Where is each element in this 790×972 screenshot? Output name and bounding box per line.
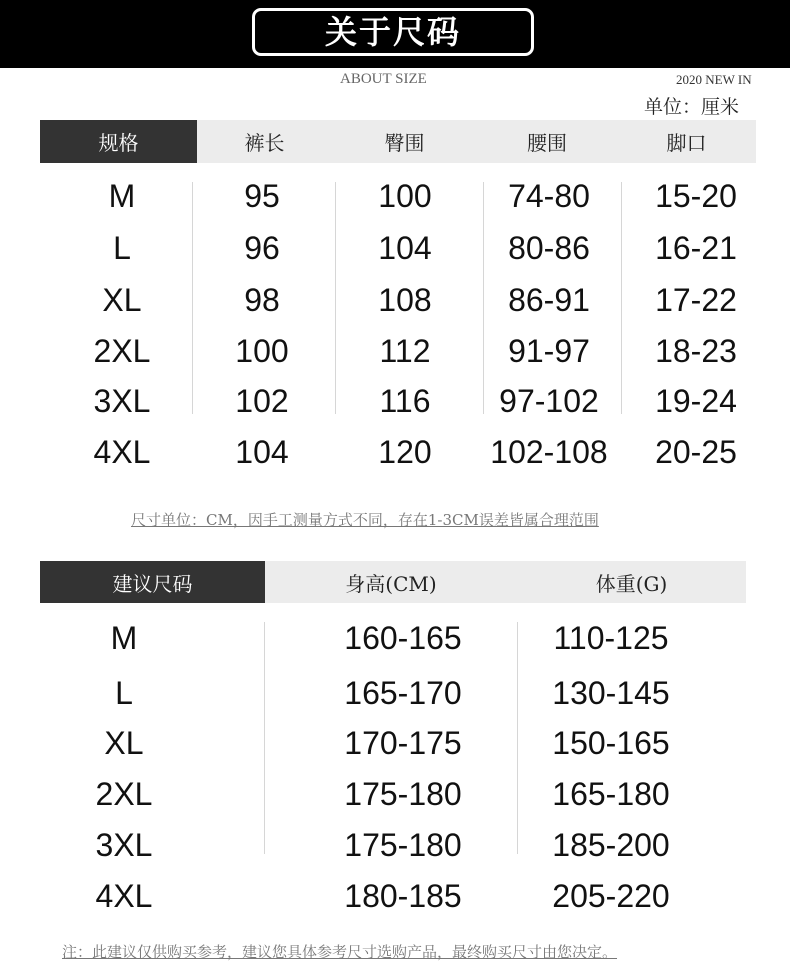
unit-label: 单位：厘米 [644, 96, 740, 118]
size-cell-hip: 104 [378, 230, 432, 266]
recommend-cell-weight: 165-180 [552, 776, 670, 812]
size-cell-waist: 97-102 [499, 383, 599, 419]
size-cell-size: XL [102, 282, 142, 318]
size-cell-size: 4XL [93, 434, 151, 470]
size-cell-length: 100 [235, 333, 289, 369]
recommend-header-size-cell [40, 561, 265, 603]
recommend-cell-weight: 150-165 [552, 725, 670, 761]
size-header-hip: 臀围 [384, 131, 425, 155]
recommend-note: 注：此建议仅供购买参考，建议您具体参考尺寸选购产品，最终购买尺寸由您决定。 [62, 943, 618, 961]
column-divider [517, 622, 518, 854]
size-cell-length: 104 [235, 434, 289, 470]
page-subtitle: ABOUT SIZE [340, 71, 427, 87]
size-cell-cuff: 18-23 [655, 333, 737, 369]
recommend-cell-height: 170-175 [344, 725, 462, 761]
recommend-cell-height: 180-185 [344, 878, 462, 914]
recommend-header-weight: 体重(G) [595, 571, 668, 596]
size-cell-length: 95 [244, 178, 280, 214]
recommend-cell-weight: 130-145 [552, 675, 670, 711]
recommend-cell-weight: 110-125 [553, 620, 669, 656]
size-cell-waist: 80-86 [508, 230, 590, 266]
column-divider [621, 182, 622, 414]
column-divider [264, 622, 265, 854]
size-cell-hip: 112 [379, 333, 431, 369]
column-divider [335, 182, 336, 414]
size-cell-size: M [108, 178, 136, 214]
column-divider [192, 182, 193, 414]
size-cell-hip: 120 [378, 434, 432, 470]
recommend-cell-height: 175-180 [344, 827, 462, 863]
size-cell-cuff: 16-21 [655, 230, 737, 266]
size-cell-waist: 91-97 [508, 333, 590, 369]
size-cell-hip: 116 [379, 383, 431, 419]
recommend-cell-size: 2XL [95, 776, 153, 812]
size-cell-length: 102 [235, 383, 289, 419]
size-cell-size: L [113, 230, 131, 266]
recommend-cell-size: M [110, 620, 138, 656]
recommend-cell-height: 160-165 [344, 620, 462, 656]
size-header-spec-cell [40, 120, 197, 163]
size-cell-waist: 102-108 [490, 434, 608, 470]
size-cell-waist: 74-80 [508, 178, 590, 214]
size-cell-hip: 108 [378, 282, 432, 318]
recommend-table-header [40, 561, 746, 603]
column-divider [483, 182, 484, 414]
recommend-cell-size: 3XL [95, 827, 153, 863]
top-banner [0, 0, 790, 68]
size-cell-size: 2XL [93, 333, 151, 369]
recommend-cell-size: L [115, 675, 133, 711]
measurement-note: 尺寸单位：CM，因手工测量方式不同，存在1-3CM误差皆属合理范围 [131, 511, 599, 529]
size-cell-cuff: 19-24 [655, 383, 737, 419]
size-cell-length: 96 [244, 230, 280, 266]
recommend-cell-size: 4XL [95, 878, 153, 914]
size-cell-waist: 86-91 [508, 282, 590, 318]
size-cell-cuff: 20-25 [655, 434, 737, 470]
recommend-header-height: 身高(CM) [345, 571, 437, 596]
size-header-cuff: 脚口 [666, 131, 707, 155]
size-cell-length: 98 [244, 282, 280, 318]
size-cell-hip: 100 [378, 178, 432, 214]
page-title: 关于尺码 [252, 8, 534, 56]
size-header-length: 裤长 [244, 131, 285, 155]
recommend-cell-height: 165-170 [344, 675, 462, 711]
recommend-cell-height: 175-180 [344, 776, 462, 812]
size-header-spec: 规格 [98, 131, 139, 155]
size-cell-cuff: 15-20 [655, 178, 737, 214]
recommend-cell-weight: 185-200 [552, 827, 670, 863]
recommend-cell-size: XL [104, 725, 144, 761]
recommend-header-size: 建议尺码 [112, 571, 193, 596]
size-cell-cuff: 17-22 [655, 282, 737, 318]
size-header-waist: 腰围 [527, 131, 567, 155]
new-in-tag: 2020 NEW IN [676, 72, 752, 87]
size-cell-size: 3XL [93, 383, 151, 419]
size-table-header [40, 120, 756, 163]
recommend-cell-weight: 205-220 [552, 878, 670, 914]
